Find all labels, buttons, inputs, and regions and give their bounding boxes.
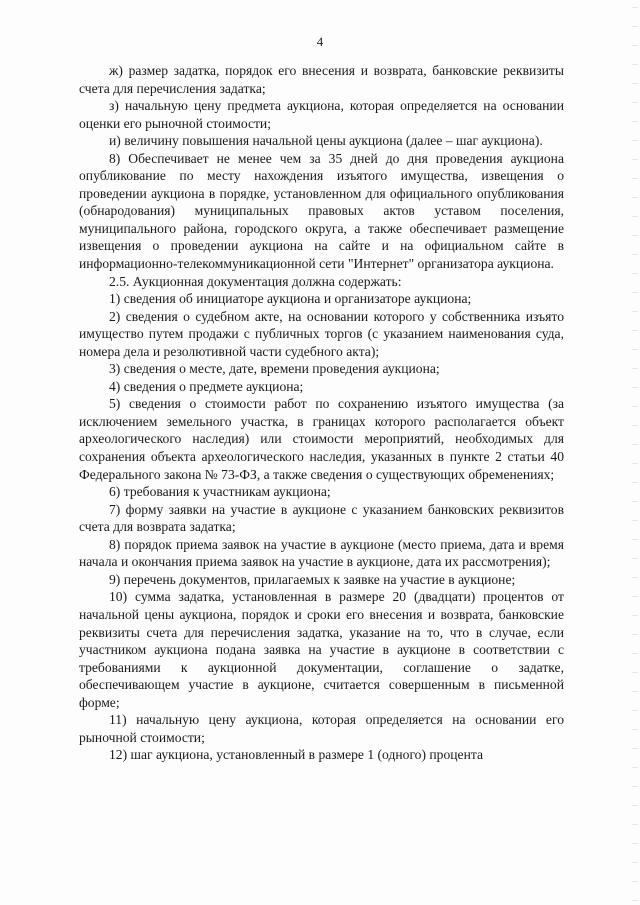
paragraph-2-5-heading: 2.5. Аукционная документация должна содержать: bbox=[109, 273, 402, 289]
paragraph-i: и) величину повышения начальной цены аукциона (далее – шаг аукциона). bbox=[109, 133, 543, 149]
list-item-12: 12) шаг аукциона, установленный в размере 1 (одного) процента bbox=[109, 747, 484, 763]
list-item-6: 6) требования к участникам аукциона; bbox=[109, 484, 331, 500]
list-item-4: 4) сведения о предмете аукциона; bbox=[109, 378, 304, 394]
page-number: 4 bbox=[316, 34, 324, 49]
list-item-7: 7) форму заявки на участие в аукционе с указанием банковских реквизитов счета для возврата задатка; bbox=[79, 501, 564, 535]
paragraph-zh: ж) размер задатка, порядок его внесения и возврата, банковские реквизиты счета для перечисления задатка; bbox=[79, 63, 564, 96]
paragraph-z: з) начальную цену предмета аукциона, которая определяется на основании оценки его рыночной стоимости; bbox=[79, 98, 564, 131]
paragraph-8-publication: 8) Обеспечивает не менее чем за 35 дней до дня проведения аукциона опубликование по месту нахождения изъятого имущества, извещения о проведении аукциона в порядке, установленном для официального опубликования (обнародования) муниципальных правовых актов уставом поселения, муниципального района, городского округа, а также обеспечивает размещение извещения о проведении аукциона на сайте и на официальном сайте в информационно-телекоммуникационной сети "Интернет" организатора аукциона. bbox=[79, 150, 564, 272]
list-item-2: 2) сведения о судебном акте, на основании которого у собственника изъято имущество путем продажи с публичных торгов (с указанием наименования суда, номера дела и резолютивной части судебного акта); bbox=[79, 308, 564, 359]
scan-edge-marks bbox=[632, 0, 638, 905]
list-item-11: 11) начальную цену аукциона, которая определяется на основании его рыночной стоимости; bbox=[79, 712, 564, 745]
list-item-10: 10) сумма задатка, установленная в размере 20 (двадцати) процентов от начальной цены аукциона, порядок и сроки его внесения и возврата, банковские реквизиты счета для перечисления задатка, указание на то, что в случае, если участником аукциона подана заявка на участие в аукционе в соответствии с требованиями к аукционной документации, соглашение о задатке, обеспечивающем участие в аукционе, считается совершенным в письменной форме; bbox=[79, 589, 564, 710]
list-item-8: 8) порядок приема заявок на участие в аукционе (место приема, дата и время начала и окончания приема заявок на участие в аукционе, дата их рассмотрения); bbox=[79, 536, 564, 570]
document-body bbox=[79, 62, 564, 764]
list-item-9: 9) перечень документов, прилагаемых к заявке на участие в аукционе; bbox=[109, 571, 516, 587]
list-item-5: 5) сведения о стоимости работ по сохранению изъятого имущества (за исключением земельного участка, в границах которого располагается объект археологического наследия) или стоимости мероприятий, необходимых для сохранения объекта археологического наследия, указанных в пункте 2 статьи 40 Федерального закона № 73-ФЗ, а также сведения о существующих обременениях; bbox=[79, 396, 564, 482]
list-item-1: 1) сведения об инициаторе аукциона и организаторе аукциона; bbox=[109, 291, 472, 307]
list-item-3: 3) сведения о месте, дате, времени проведения аукциона; bbox=[109, 361, 440, 377]
